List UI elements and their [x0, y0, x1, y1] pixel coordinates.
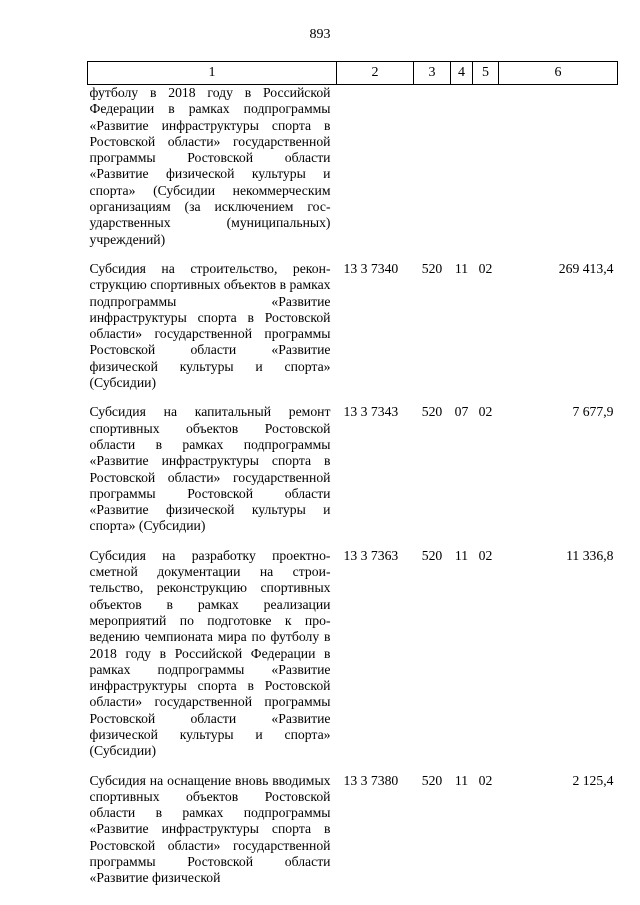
row-target-code: 13 3 7363 — [343, 547, 399, 563]
row-subsection: 02 — [478, 260, 493, 276]
table-row — [88, 548, 618, 773]
row-description: Субсидия на разработку проектно-сметной документации на строительство, реконструкцию спортивных объектов в рамках реализации мероприятий по подготовке к проведению чемпионата мира по футболу в 2018 году в Российской Федерации в рамках подпрограммы «Развитие инфраструктуры спорта в Ростовской области» государственной программы Ростовской области «Развитие физической культуры и спорта» (Субсидии) — [89, 547, 331, 759]
table-row — [88, 261, 618, 404]
row-description: Субсидия на оснащение вновь вводимых спортивных объектов Ростовской области в рамках подпрограммы «Развитие инфраструктуры спорта в Ростовской области» государственной программы Ростовской области «Развитие физической — [89, 772, 331, 886]
row-description: Субсидия на капитальный ремонт спортивных объектов Ростовской области в рамках подпрограммы «Развитие инфраструктуры спорта в Ростовской области» государственной программы Ростовской области «Развитие физической культуры и спорта» (Субсидии) — [89, 404, 331, 534]
row-expense-type: 520 — [421, 260, 443, 276]
row-expense-type: 520 — [421, 547, 443, 563]
table-row — [88, 773, 618, 900]
row-section — [451, 85, 473, 261]
row-target-code: 13 3 7343 — [343, 404, 399, 420]
row-amount: 2 125,4 — [572, 772, 614, 788]
column-header-4: 4 — [451, 62, 473, 85]
column-header-6: 6 — [499, 62, 618, 85]
row-expense-type: 520 — [421, 772, 443, 788]
row-expense-type: 520 — [421, 404, 443, 420]
row-subsection: 02 — [478, 404, 493, 420]
row-subsection: 02 — [478, 772, 493, 788]
column-header-5: 5 — [473, 62, 499, 85]
row-section: 07 — [454, 404, 469, 420]
budget-table — [87, 61, 618, 900]
row-description: футболу в 2018 году в Российской Федерации в рамках подпрограммы «Развитие инфраструктуры спорта в Ростовской области» государственной программы Ростовской области «Развитие физической культуры и спорта» (Субсидии некоммерческим организациям (за исключением государственных (муниципальных) учреждений) — [89, 85, 331, 247]
row-amount: 269 413,4 — [558, 260, 614, 276]
row-expense-type — [414, 85, 451, 261]
row-subsection — [473, 85, 499, 261]
table-row — [88, 404, 618, 547]
column-header-3: 3 — [414, 62, 451, 85]
row-amount: 11 336,8 — [566, 547, 614, 563]
row-amount: 7 677,9 — [572, 404, 614, 420]
row-amount — [499, 85, 618, 261]
row-target-code — [337, 85, 414, 261]
page-number: 893 — [309, 27, 331, 42]
row-section: 11 — [454, 547, 469, 563]
column-header-2: 2 — [337, 62, 414, 85]
column-header-1: 1 — [88, 62, 337, 85]
row-subsection: 02 — [478, 547, 493, 563]
row-target-code: 13 3 7340 — [343, 260, 399, 276]
row-section: 11 — [454, 260, 469, 276]
row-section: 11 — [454, 772, 469, 788]
row-target-code: 13 3 7380 — [343, 772, 399, 788]
table-header-row — [88, 62, 618, 85]
table-row — [88, 85, 618, 261]
row-description: Субсидия на строительство, реконструкцию спортивных объектов в рамках подпрограммы «Развитие инфраструктуры спорта в Ростовской области» государственной программы Ростовской области «Развитие физической культуры и спорта» (Субсидии) — [89, 260, 331, 391]
